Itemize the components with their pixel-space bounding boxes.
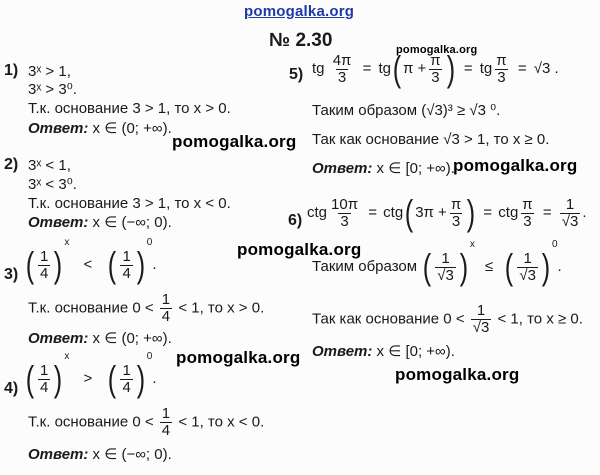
answer-value: x ∈ [0; +∞).	[372, 160, 455, 177]
problem-2-line-3: Т.к. основание 3 > 1, то x < 0.	[28, 195, 231, 212]
fraction: $\frac{1}{4}$	[40, 247, 49, 282]
problem-4-answer	[28, 446, 172, 464]
problem-1-number: 1)	[4, 62, 19, 79]
answer-value: x ∈ [0; +∞).	[372, 343, 455, 360]
answer-value: x ∈ (−∞; 0).	[88, 214, 172, 231]
problem-2-number: 2)	[4, 156, 19, 173]
problem-6-answer	[312, 343, 455, 361]
problem-2-line-2: 3ˣ < 3⁰.	[28, 176, 77, 193]
problem-5-number: 5)	[289, 66, 304, 83]
watermark-3: pomogalka.org	[237, 240, 362, 259]
problem-5-answer	[312, 160, 455, 178]
answer-label: Ответ:	[28, 330, 89, 347]
problem-4-condition: Т.к. основание 0 < $\frac{1}{4}$ < 1, то x < 0.	[28, 405, 265, 439]
answer-label: Ответ:	[28, 120, 89, 137]
problem-1-answer	[28, 120, 172, 138]
problem-5-line-2: Таким образом (√3)³ ≥ √3 ⁰.	[312, 102, 501, 119]
watermark-4: pomogalka.org	[176, 348, 301, 367]
problem-6-line-3: Так как основание 0 < $\frac{1}{√3}$ < 1, то x ≥ 0.	[312, 302, 583, 336]
watermark-top[interactable]: pomogalka.org	[244, 3, 355, 20]
fraction: $\frac{1}{4}$	[161, 291, 171, 325]
answer-value: x ∈ (−∞; 0).	[88, 446, 172, 463]
answer-label: Ответ:	[312, 160, 373, 177]
problem-2-line-1: 3ˣ < 1,	[28, 157, 71, 174]
problem-5-line-3: Так как основание √3 > 1, то x ≥ 0.	[312, 131, 550, 148]
answer-label: Ответ:	[28, 214, 89, 231]
answer-label: Ответ:	[28, 446, 89, 463]
fraction: $\frac{1}{4}$	[40, 361, 49, 396]
answer-label: Ответ:	[312, 343, 373, 360]
problem-3-inequality: ( $\frac{1}{4}$ ) $^x$ < ( $\frac{1}{4}$ ) $^0$.	[25, 236, 157, 285]
problem-1-line-1: 3ˣ > 1,	[28, 63, 71, 80]
watermark-small: pomogalka.org	[396, 44, 478, 56]
problem-3-number: 3)	[4, 266, 19, 283]
answer-value: x ∈ (0; +∞).	[88, 330, 172, 347]
problem-4-number: 4)	[4, 380, 19, 397]
answer-value: x ∈ (0; +∞).	[88, 120, 172, 137]
problem-6-number: 6)	[288, 212, 303, 229]
watermark-2: pomogalka.org	[453, 156, 578, 175]
fraction: $\frac{1}{4}$	[122, 361, 131, 396]
problem-3-condition: Т.к. основание 0 < $\frac{1}{4}$ < 1, то x > 0.	[28, 291, 265, 325]
problem-title: № 2.30	[269, 30, 333, 51]
problem-6-equation: ctg $\frac{10\pi}{3}$ = ctg ( 3π + $\frac{\pi}{3}$ ) = ctg $\frac{\pi}{3}$ = $\frac{1}{√3}$ .	[307, 192, 587, 233]
problem-3-answer	[28, 330, 172, 348]
problem-5-equation: tg $\frac{4\pi}{3}$ = tg ( π + $\frac{\pi}{3}$ ) = tg $\frac{\pi}{3}$ = √3 .	[312, 48, 559, 89]
problem-1-line-3: Т.к. основание 3 > 1, то x > 0.	[28, 100, 231, 117]
watermark-1: pomogalka.org	[172, 132, 297, 151]
fraction: $\frac{1}{4}$	[161, 405, 171, 439]
watermark-5: pomogalka.org	[395, 365, 520, 384]
problem-6-line-2: Таким образом ( $\frac{1}{√3}$ ) $^x$ ≤ ( $\frac{1}{√3}$ ) $^0$.	[312, 238, 562, 287]
problem-1-line-2: 3ˣ > 3⁰.	[28, 81, 77, 98]
problem-4-inequality: ( $\frac{1}{4}$ ) $^x$ > ( $\frac{1}{4}$ ) $^0$.	[25, 350, 157, 399]
problem-2-answer	[28, 214, 172, 232]
fraction: $\frac{1}{4}$	[122, 247, 131, 282]
